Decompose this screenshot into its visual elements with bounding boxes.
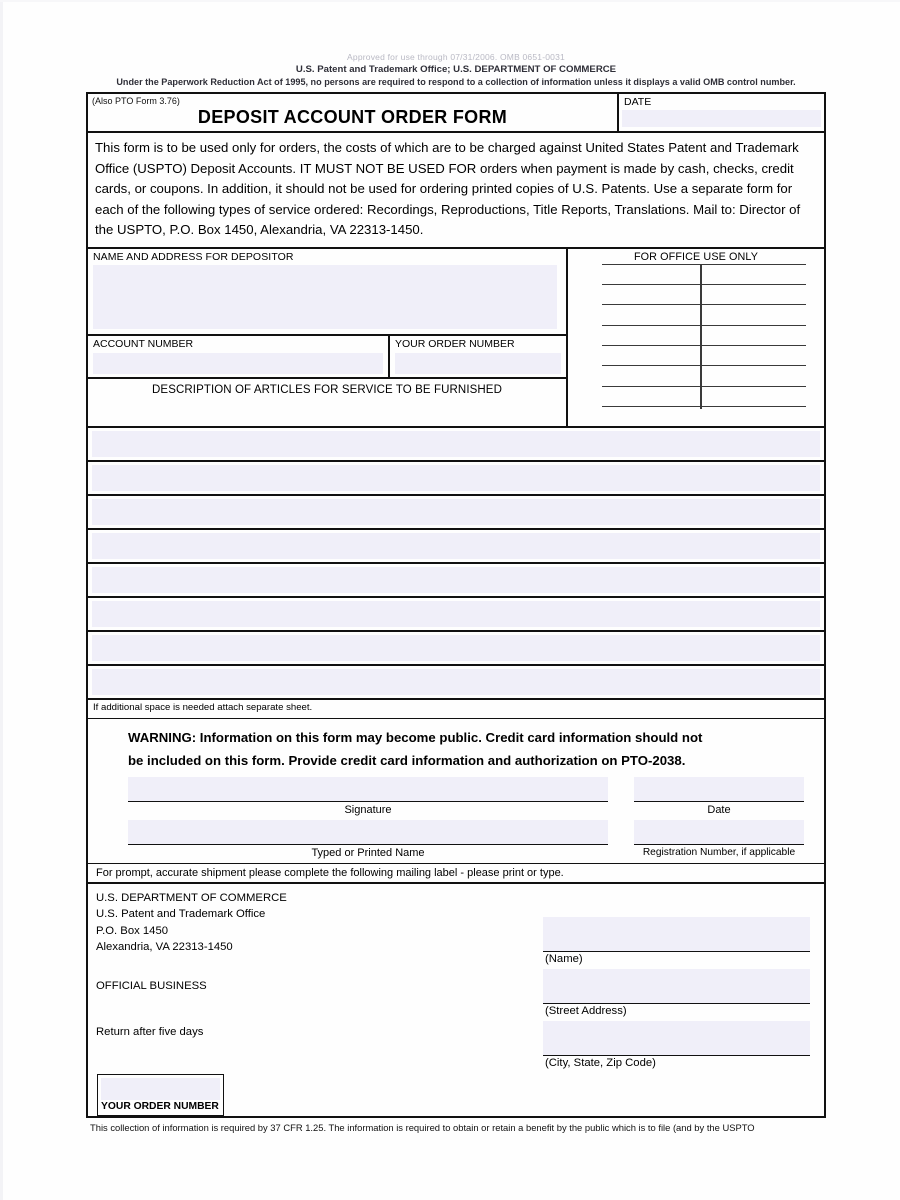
- depositor-column: [88, 249, 568, 426]
- department-line: U.S. Patent and Trademark Office; U.S. DEPARTMENT OF COMMERCE: [295, 64, 617, 75]
- printed-name-input[interactable]: [128, 820, 608, 844]
- office-use-row[interactable]: [602, 345, 806, 365]
- order-number-box-label: YOUR ORDER NUMBER: [101, 1100, 219, 1112]
- name-address-input[interactable]: [93, 265, 557, 329]
- table-row: [88, 494, 824, 528]
- agency-line: U.S. Patent and Trademark Office: [96, 908, 266, 921]
- instructions-text: This form is to be used only for orders, the costs of which are to be charged against United States Patent and Trademark Office (USPTO) Deposit Accounts. IT MUST NOT BE USED FOR orders when payment is made by cash, checks, credit cards, or coupons. In addition, it should not be used for ordering printed copies of U.S. Patents. Use a separate form for each of the following types of service ordered: Recordings, Reproductions, Title Reports, Translations. Mail to: Director of the USPTO, P.O. Box 1450, Alexandria, VA 22313-1450.: [95, 140, 801, 237]
- description-input[interactable]: [92, 499, 820, 525]
- signature-date-caption: Date: [707, 803, 731, 816]
- description-input[interactable]: [92, 465, 820, 491]
- description-header-cell: [88, 377, 566, 426]
- title-cell: [88, 94, 619, 131]
- account-number-input[interactable]: [93, 353, 383, 374]
- office-use-row[interactable]: [602, 406, 806, 426]
- date-cell: [619, 94, 824, 131]
- mailing-label-section: [88, 882, 824, 1116]
- recipient-city-input[interactable]: [543, 1021, 810, 1055]
- recipient-name-input[interactable]: [543, 917, 810, 951]
- official-business-label: OFFICIAL BUSINESS: [96, 979, 207, 992]
- scan-edge-left: [0, 0, 3, 1200]
- depositor-office-row: [88, 249, 824, 426]
- printed-name-gap: [608, 820, 634, 863]
- recipient-address-block: [543, 917, 810, 1073]
- signature-date-input[interactable]: [634, 777, 804, 801]
- table-row: [88, 596, 824, 630]
- your-order-number-input[interactable]: [395, 353, 561, 374]
- order-number-box-input[interactable]: [101, 1078, 220, 1100]
- office-use-grid: [602, 264, 806, 409]
- table-row: [88, 562, 824, 596]
- name-address-label: NAME AND ADDRESS FOR DEPOSITOR: [93, 250, 294, 263]
- order-number-box: [97, 1074, 224, 1116]
- agency-address-block: [96, 890, 287, 1042]
- name-address-cell: [88, 249, 566, 334]
- signature-date-column: [634, 777, 804, 820]
- footer-note: This collection of information is required by 37 CFR 1.25. The information is required to obtain or retain a benefit by the public which is to file (and by the USPTO: [90, 1121, 755, 1133]
- omb-approval-line: Approved for use through 07/31/2006. OMB 0651-0031: [347, 52, 565, 62]
- signature-date-row: [128, 777, 804, 820]
- signature-column: [128, 777, 608, 820]
- table-row: [88, 460, 824, 494]
- table-row: [88, 664, 824, 698]
- return-after-label: Return after five days: [96, 1026, 204, 1039]
- recipient-name-caption: (Name): [545, 952, 583, 965]
- agency-line: P.O. Box 1450: [96, 924, 169, 937]
- description-input[interactable]: [92, 567, 820, 593]
- office-use-vertical-divider: [700, 264, 702, 409]
- office-use-row[interactable]: [602, 386, 806, 406]
- agency-line: Alexandria, VA 22313-1450: [96, 941, 233, 954]
- registration-input[interactable]: [634, 820, 804, 844]
- signature-gap: [608, 777, 634, 820]
- your-order-number-label: YOUR ORDER NUMBER: [395, 337, 515, 350]
- printed-name-caption: Typed or Printed Name: [311, 846, 425, 859]
- printed-name-registration-row: [128, 820, 804, 863]
- office-use-title: FOR OFFICE USE ONLY: [633, 250, 759, 263]
- account-number-label: ACCOUNT NUMBER: [93, 337, 194, 350]
- warning-block: [88, 718, 824, 882]
- table-row: [88, 528, 824, 562]
- also-form-label: (Also PTO Form 3.76): [92, 96, 180, 106]
- recipient-city-caption: (City, State, Zip Code): [545, 1056, 656, 1069]
- registration-caption: Registration Number, if applicable: [642, 846, 796, 858]
- table-row: [88, 630, 824, 664]
- signature-caption: Signature: [344, 803, 392, 816]
- date-input[interactable]: [622, 110, 821, 127]
- registration-column: [634, 820, 804, 863]
- warning-line-1: WARNING: Information on this form may become public. Credit card information should not: [128, 729, 703, 745]
- description-input[interactable]: [92, 669, 820, 695]
- your-order-number-cell: [390, 336, 566, 377]
- description-input[interactable]: [92, 431, 820, 457]
- office-use-row[interactable]: [602, 304, 806, 324]
- office-use-row[interactable]: [602, 365, 806, 385]
- office-use-row[interactable]: [602, 264, 806, 284]
- signature-input[interactable]: [128, 777, 608, 801]
- form-document: [86, 52, 826, 1134]
- description-input[interactable]: [92, 635, 820, 661]
- additional-space-note: If additional space is needed attach separate sheet.: [88, 698, 824, 718]
- scan-edge-top: [0, 0, 900, 2]
- office-use-row[interactable]: [602, 284, 806, 304]
- description-input[interactable]: [92, 601, 820, 627]
- description-input[interactable]: [92, 533, 820, 559]
- paperwork-reduction-line: Under the Paperwork Reduction Act of 1995, no persons are required to respond to a collection of information unless it displays a valid OMB control number.: [116, 77, 796, 87]
- signature-area: [88, 773, 824, 863]
- warning-line-2: be included on this form. Provide credit card information and authorization on PTO-2038.: [128, 752, 686, 768]
- date-label: DATE: [624, 96, 652, 108]
- agency-line: U.S. DEPARTMENT OF COMMERCE: [96, 891, 287, 904]
- title-row: [88, 94, 824, 131]
- office-use-column: [568, 249, 824, 426]
- description-header-label: DESCRIPTION OF ARTICLES FOR SERVICE TO BE FURNISHED: [152, 383, 502, 396]
- printed-name-column: [128, 820, 608, 863]
- prompt-shipment-note: For prompt, accurate shipment please complete the following mailing label - please print or type.: [88, 863, 824, 882]
- description-rows: [88, 426, 824, 698]
- form-frame: [86, 92, 826, 1116]
- page-title: DEPOSIT ACCOUNT ORDER FORM: [197, 107, 508, 127]
- account-number-cell: [88, 336, 390, 377]
- account-order-row: [88, 334, 566, 377]
- recipient-street-caption: (Street Address): [545, 1004, 627, 1017]
- office-use-row[interactable]: [602, 325, 806, 345]
- recipient-street-input[interactable]: [543, 969, 810, 1003]
- table-row: [88, 426, 824, 460]
